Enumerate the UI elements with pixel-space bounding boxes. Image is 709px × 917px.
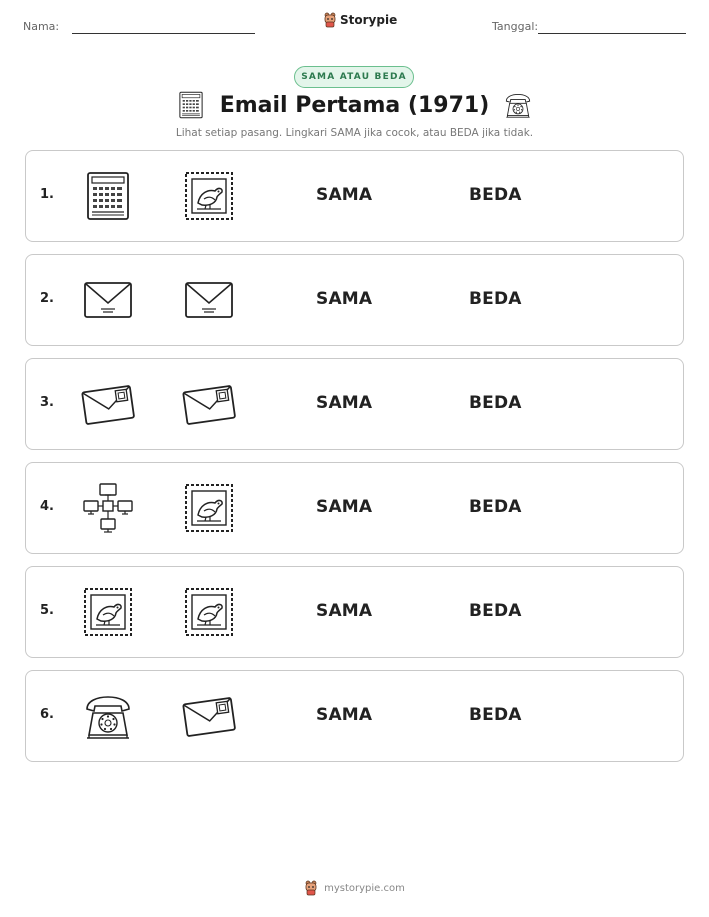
date-field[interactable] (538, 33, 686, 34)
envelope-icon (182, 273, 236, 327)
stamp-icon (182, 585, 236, 639)
computer-icon (176, 90, 206, 120)
brand-logo (323, 12, 397, 28)
same-option[interactable]: SAMA (316, 289, 373, 309)
exercise-row (25, 670, 684, 762)
exercise-row (25, 150, 684, 242)
brand-name: Storypie (340, 13, 398, 27)
footer (0, 880, 709, 896)
network-icon (81, 481, 135, 535)
same-option[interactable]: SAMA (316, 497, 373, 517)
same-option[interactable]: SAMA (316, 705, 373, 725)
same-option[interactable]: SAMA (316, 185, 373, 205)
exercise-row (25, 358, 684, 450)
row-number: 4. (40, 499, 54, 514)
instructions: Lihat setiap pasang. Lingkari SAMA jika cocok, atau BEDA jika tidak. (175, 127, 534, 139)
stamped-letter-icon (81, 377, 135, 431)
mascot-icon (323, 12, 337, 28)
different-option[interactable]: BEDA (469, 497, 522, 517)
stamped-letter-icon (182, 377, 236, 431)
mascot-icon (304, 880, 318, 896)
same-option[interactable]: SAMA (316, 393, 373, 413)
stamped-letter-icon (182, 689, 236, 743)
telephone-icon (81, 689, 135, 743)
telephone-icon (503, 90, 533, 120)
different-option[interactable]: BEDA (469, 185, 522, 205)
row-number: 5. (40, 603, 54, 618)
page-title: Email Pertama (1971) (219, 92, 490, 118)
different-option[interactable]: BEDA (469, 289, 522, 309)
different-option[interactable]: BEDA (469, 705, 522, 725)
different-option[interactable]: BEDA (469, 393, 522, 413)
activity-badge: SAMA ATAU BEDA (294, 66, 414, 88)
stamp-icon (81, 585, 135, 639)
exercise-row (25, 462, 684, 554)
computer-icon (81, 169, 135, 223)
same-option[interactable]: SAMA (316, 601, 373, 621)
exercise-row (25, 566, 684, 658)
exercise-row (25, 254, 684, 346)
row-number: 3. (40, 395, 54, 410)
envelope-icon (81, 273, 135, 327)
date-label: Tanggal: (492, 20, 539, 33)
name-label: Nama: (23, 20, 60, 33)
different-option[interactable]: BEDA (469, 601, 522, 621)
footer-url[interactable]: mystorypie.com (324, 882, 405, 894)
row-number: 6. (40, 707, 54, 722)
stamp-icon (182, 169, 236, 223)
row-number: 1. (40, 187, 54, 202)
name-field[interactable] (72, 33, 255, 34)
title-bar (0, 90, 709, 120)
row-number: 2. (40, 291, 54, 306)
stamp-icon (182, 481, 236, 535)
